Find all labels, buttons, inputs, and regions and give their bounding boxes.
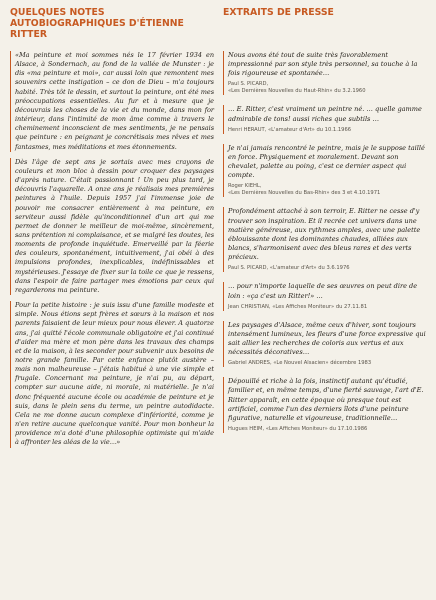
press-entry (223, 207, 426, 272)
press-entry (223, 282, 426, 310)
press-author: Roger KIEHL, (228, 183, 262, 190)
bio-column (10, 7, 214, 600)
press-author: Paul S. PICARD, (228, 81, 269, 88)
press-source: Gabriel ANDRES, «Le Nouvel Alsacien» décembre 1983 (228, 360, 372, 367)
press-source: Henri HERAUT, «L'amateur d'Art» du 10.1.1966 (228, 126, 352, 133)
press-quote: Les paysages d'Alsace, même ceux d'hiver, sont toujours intensément lumineux, les fleurs d'une force expressive qui sait allier les recherches de coloris aux vertus et aux nécessités décoratives… (228, 320, 426, 357)
press-quote: Profondément attaché à son terroir, E. Ritter ne cesse d'y trouver son inspiration. Et il recrée cet univers dans une matière généreuse, aux rythmes amples, avec une palette éblouissante dont les dominantes chaudes, alliées aux blancs, s'harmonisent avec des bleus rares et des verts précieux. (228, 207, 421, 262)
bio-paragraph-text: Dès l'âge de sept ans je sortais avec mes crayons de couleurs et mon bloc à dessin pour croquer des paysages d'après nature. C'était passionnant ! Un peu plus tard, je découvris l'aquarelle. A onze ans je réalisais mes premières peintures à l'huile. Depuis 1957 j'ai l'immense joie de pouvoir me consacrer entièrement à ma peinture, en serviteur aussi fidèle qu'inconditionnel d'un art qui me permet de donner le meilleur de moi-même, sincèrement, sans prétention ni complaisance, et se malgré les doutes, les moments de profonde inquiétude. Emerveillé par la féerie des couleurs, spontanément, intuitivement, j'ai obéi à des impulsions profondes, inexplicables, indéfinissables et mystérieuses. J'essaye de fixer sur la toile ce que je ressens, dans l'espoir de faire partager mes émotions par ceux qui regarderons ma peinture. (15, 157, 214, 294)
press-entry (223, 377, 426, 433)
press-entry (223, 105, 426, 133)
press-publication: «Les Dernières Nouvelles du Bas-Rhin» des 3 et 4.10.1971 (228, 190, 381, 197)
press-publication: «Les Dernières Nouvelles du Haut-Rhin» du 3.2.1960 (228, 88, 366, 95)
press-source (228, 81, 426, 95)
press-quote: Nous avons été tout de suite très favorablement impressionné par son style très personnel, sa touche à la fois rigoureuse et spontanée… (228, 51, 418, 78)
press-quote: … E. Ritter, c'est vraiment un peintre né. … quelle gamme admirable de tons! aussi riches que subtils … (228, 105, 422, 123)
bio-paragraph (10, 51, 214, 152)
bio-heading: QUELQUES NOTES AUTOBIOGRAPHIQUES D'ÉTIENNE RITTER (10, 7, 184, 40)
bio-paragraph-text: Pour la petite histoire : je suis issu d'une famille modeste et simple. Nous étions sept frères et sœurs à la maison et nos parents faisaient de leur mieux pour nous élever. A quatorze ans, j'ai quitté l'école communale obligatoire et j'ai continué d'aider ma mère et mon père dans les travaux des champs et de la maison, à les seconder pour subvenir aux besoins de notre grande famille. Par cette enfance plutôt austère – mais non malheureuse – j'étais habitué à une vie simple et frugale. Concernant ma peinture, je n'ai pu, au départ, compter sur aucune aide, ni morale, ni matérielle. Je n'ai donc fréquenté aucune école ou académie de peinture et je suis, dans le plein sens du terme, un peintre autodidacte. Cela ne me donne aucun complexe d'infériorité, comme je n'en retire aucune quelconque vanité. Pour mon bonheur la providence m'a doté d'une philosophie optimiste qui m'aide à affronter les aléas de la vie…» (15, 301, 214, 447)
press-entry (223, 51, 426, 95)
press-entry (223, 144, 426, 198)
press-quote: Je n'ai jamais rencontré le peintre, mais je le suppose taillé en force. Physiquement et moralement. Devant son chevalet, palette au poing, c'est ce dernier aspect qui compte. (228, 143, 425, 180)
press-source (228, 183, 426, 197)
press-source: Paul S. PICARD, «L'amateur d'Art» du 3.6.1976 (228, 265, 350, 272)
bio-paragraph (10, 301, 214, 448)
bio-paragraph (10, 158, 214, 295)
bio-paragraph-text: «Ma peinture et moi sommes nés le 17 février 1934 en Alsace, à Sondernach, au fond de la vallée de Munster : je dis «ma peinture et moi», car aussi loin que remontent mes souvenirs cette instigation – ce don de Dieu – m'a toujours habité. Très tôt le dessin, et surtout la peinture, ont été mes préoccupations essentielles. Au fur et à mesure que je découvrais les choses de la vie et du monde, dans mon for intérieur, dans l'intimité de mon âme comme à travers le cheminement inconscient de mes sentiments, je ne pensais que peinture : en peignant je concrétisais mes rêves et mes fantasmes, mes méditations et mes étonnements. (15, 51, 214, 151)
press-quote: … pour n'importe laquelle de ses œuvres on peut dire de loin : «ça c'est un Ritter!» … (228, 282, 418, 300)
press-source: Hugues HEIM, «Les Affiches Moniteur» du 17.10.1986 (228, 426, 368, 433)
press-source: Jean CHRISTIAN, «Les Affiches Moniteur» du 27.11.81 (228, 303, 368, 310)
press-entry (223, 321, 426, 368)
press-heading: EXTRAITS DE PRESSE (223, 7, 334, 18)
press-column (223, 7, 426, 600)
press-quote: Dépouillé et riche à la fois, instinctif autant qu'étudié, familier et, en même temps, d'une fierté sauvage, l'art d'E. Ritter apparaît, en cette époque où presque tout est artificiel, comme l'un des derniers îlots d'une peinture figurative, naturelle et vigoureuse, traditionnelle… (228, 377, 424, 422)
